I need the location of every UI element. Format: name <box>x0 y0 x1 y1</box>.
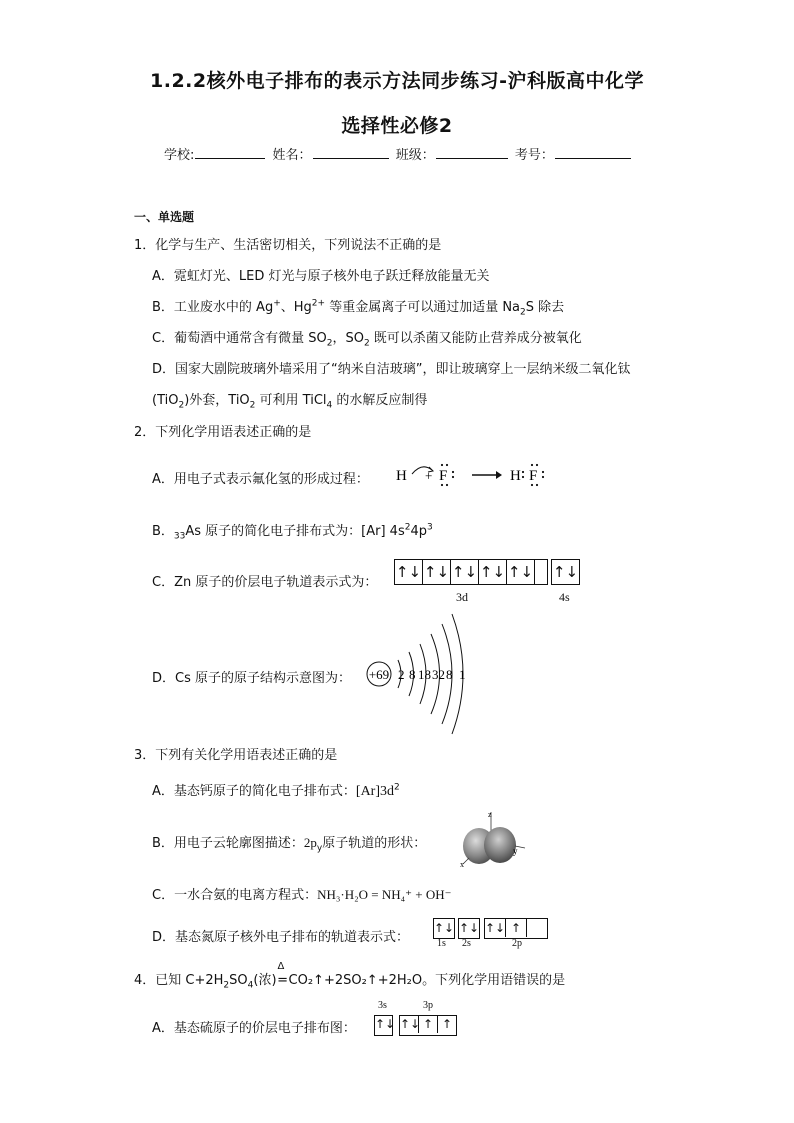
shell-electrons: 2 <box>398 667 405 682</box>
q3-option-a: A．基态钙原子的简化电子排布式：$[Ar]3d^2$ <box>152 782 400 799</box>
label-3d: 3d <box>456 590 468 604</box>
label-3s: 3s <box>378 1000 387 1011</box>
number-blank[interactable] <box>555 146 631 159</box>
svg-text:8: 8 <box>446 667 453 682</box>
n-2s-box: ↑↓ <box>458 918 480 939</box>
2py-orbital-diagram <box>455 808 527 868</box>
q3-option-d: D．基态氮原子核外电子排布的轨道表示式： <box>152 930 410 945</box>
svg-text:F: F <box>439 468 448 484</box>
doc-title-line-2: 选择性必修2 <box>341 115 453 137</box>
orbital-box: ↑↓ <box>552 563 579 581</box>
s-3s-box: ↑↓ <box>374 1015 393 1036</box>
svg-text:+: + <box>425 468 433 483</box>
n-1s-box: ↑↓ <box>433 918 455 939</box>
number-label: 考号： <box>514 148 554 163</box>
svg-text:18: 18 <box>418 667 431 682</box>
nucleus-charge: +69 <box>368 667 390 682</box>
svg-text:H: H <box>510 468 521 484</box>
orbital-box: ↑↓ <box>507 560 535 584</box>
label-3p: 3p <box>423 1000 433 1011</box>
orbital-box: ↑↓ <box>479 560 507 584</box>
q4-stem: 4．已知 $C+2H_2SO_4$(浓) Δ =CO₂↑+2SO₂↑+2H₂O。下列化学用语错误的是 <box>134 961 566 991</box>
axis-x-label: x <box>460 860 464 868</box>
q1-option-d-line2: (TiO$_2$)外套，TiO$_2$ 可利用 TiCl$_4$ 的水解反应制得 <box>152 393 428 411</box>
q3-stem: 3．下列有关化学用语表述正确的是 <box>134 748 338 763</box>
orbital-box: ↑↓ <box>423 560 451 584</box>
q3-option-b: B．用电子云轮廓图描述：$2p_y$原子轨道的形状： <box>152 835 427 854</box>
q2-option-c: C．Zn 原子的价层电子轨道表示式为： <box>152 575 378 590</box>
q2-option-b: B．$_{33}$As 原子的简化电子排布式为：[Ar] $4s^24p^3$ <box>152 522 433 542</box>
q2-stem: 2．下列化学用语表述正确的是 <box>134 425 312 440</box>
class-blank[interactable] <box>436 146 508 159</box>
school-label: 学校: <box>164 148 195 163</box>
q4-option-a: A．基态硫原子的价层电子排布图： <box>152 1021 356 1036</box>
svg-text:32: 32 <box>432 667 445 682</box>
svg-text:H: H <box>396 468 407 484</box>
svg-text:8: 8 <box>409 667 416 682</box>
orbital-box-empty <box>535 560 547 584</box>
s-3p-boxes: ↑↓ ↑ ↑ <box>399 1015 457 1036</box>
q2-option-a: A．用电子式表示氟化氢的形成过程： <box>152 472 369 487</box>
class-label: 班级： <box>395 148 435 163</box>
q1-option-c: C．葡萄酒中通常含有微量 $SO_2$，$SO_2$ 既可以杀菌又能防止营养成分被氧化 <box>152 331 582 349</box>
hf-electron-formula-diagram <box>392 458 562 490</box>
n-2p-boxes: ↑↓ ↑ <box>484 918 548 939</box>
q1-stem: 1．化学与生产、生活密切相关，下列说法不正确的是 <box>134 238 442 253</box>
label-1s: 1s <box>437 938 446 949</box>
doc-title-line-1: 1.2.2核外电子排布的表示方法同步练习-沪科版高中化学 <box>150 70 644 92</box>
label-2p: 2p <box>512 938 522 949</box>
section-heading: 一、单选题 <box>134 210 195 224</box>
school-blank[interactable] <box>195 146 265 159</box>
q3-option-c: C．一水合氨的电离方程式：NH₃·H₂O = NH₄⁺ + OH⁻ <box>152 887 452 903</box>
zn-3d-orbital-boxes <box>394 559 548 585</box>
name-blank[interactable] <box>313 146 389 159</box>
zn-4s-orbital-box <box>551 559 580 585</box>
label-4s: 4s <box>559 590 570 604</box>
name-label: 姓名： <box>272 148 312 163</box>
axis-z-label: z <box>488 810 492 819</box>
orbital-box: ↑↓ <box>395 560 423 584</box>
axis-y-label: y <box>513 846 518 856</box>
svg-text:F: F <box>529 468 538 484</box>
orbital-box: ↑↓ <box>451 560 479 584</box>
q1-option-b: B．工业废水中的 Ag+、$Hg^{2+}$ 等重金属离子可以通过加适量 $Na_2S$ 除去 <box>152 298 565 318</box>
q1-option-a: A．霓虹灯光、LED 灯光与原子核外电子跃迁释放能量无关 <box>152 269 490 284</box>
label-2s: 2s <box>462 938 471 949</box>
cs-atomic-structure-diagram <box>362 612 472 737</box>
q2-option-d: D．Cs 原子的原子结构示意图为： <box>152 671 351 686</box>
svg-text:1: 1 <box>459 667 466 682</box>
student-info-row <box>164 144 634 163</box>
q1-option-d-line1: D．国家大剧院玻璃外墙采用了“纳米自洁玻璃”，即让玻璃穿上一层纳米级二氧化钛 <box>152 362 631 377</box>
